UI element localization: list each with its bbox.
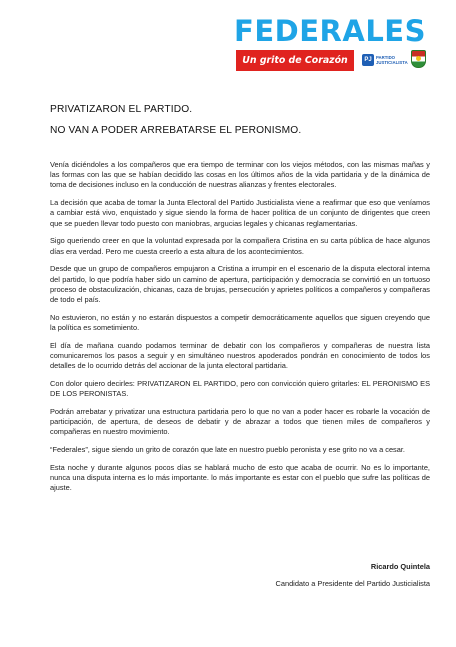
party-shield-icon: [411, 50, 426, 68]
paragraph: Sigo queriendo creer en que la voluntad expresada por la compañera Cristina en su carta pública de hace algunos días era verdad. Pero me cuesta creerlo a esta altura de los acontecimientos.: [50, 236, 430, 256]
letter-body: [50, 160, 430, 501]
headline-2: NO VAN A PODER ARREBATARSE EL PERONISMO.: [50, 125, 302, 136]
paragraph: Con dolor quiero decirles: PRIVATIZARON EL PARTIDO, pero con convicción quiero gritarles: EL PERONISMO ES DE LOS PERONISTAS.: [50, 379, 430, 399]
paragraph: No estuvieron, no están y no estarán dispuestos a competir democráticamente aquellos que siguen creyendo que la política es sometimiento.: [50, 312, 430, 333]
paragraph: Esta noche y durante algunos pocos días se hablará mucho de esto que acaba de ocurrir. No es lo importante, nunca una disputa interna es lo más importante. lo más importante es estar con el pueblo que sufre las políticas de ajuste.: [50, 463, 430, 493]
slogan-banner: [236, 50, 354, 71]
pj-line-2: JUSTICIALISTA: [376, 60, 408, 65]
pj-line-1: PARTIDO: [376, 55, 396, 60]
paragraph: “Federales”, sigue siendo un grito de corazón que late en nuestro pueblo peronista y ese grito no va a cesar.: [50, 445, 405, 455]
paragraph: El día de mañana cuando podamos terminar de debatir con los compañeros y compañeras de nuestra lista comunicaremos los pasos a seguir y en simultáneo nuestros apoderados pondrán en conocimiento de todos los detalles de lo ocurrido detrás del accionar de la junta electoral partidaria.: [50, 340, 430, 371]
brand-logo-text: FEDERALES: [234, 14, 426, 48]
paragraph: La decisión que acaba de tomar la Junta Electoral del Partido Justicialista viene a reafirmar que eso que veníamos a cambiar está vivo, enquistado y sigue siendo la forma de hacer política de un conjunto de dirigentes que creen que se pueden llevar todo puesto con maniobras, argucias legales y chicanas reglamentarias.: [50, 198, 430, 228]
signature-name: Ricardo Quintela: [370, 562, 430, 571]
signature-role: Candidato a Presidente del Partido Justicialista: [275, 579, 430, 588]
pj-logo: [362, 52, 408, 68]
letterhead: [226, 14, 426, 74]
pj-mark-icon: PJ: [362, 54, 374, 66]
paragraph: Venía diciéndoles a los compañeros que era tiempo de terminar con los viejos métodos, con las mismas mañas y las formas con las que se habían decidido las cosas en los últimos años de la vida partidaria y de la dinámica de toma de decisiones incluso en la conducción de nuestras alianzas y frentes electorales.: [50, 160, 430, 190]
paragraph: Podrán arrebatar y privatizar una estructura partidaria pero lo que no van a poder hacer es robarle la vocación de participación, de apertura, de deseos de debatir y de abrazar a todos que tienen miles de compañeros y compañeras en nuestro movimiento.: [50, 407, 430, 437]
headline-1: PRIVATIZARON EL PARTIDO.: [50, 104, 193, 115]
slogan-text: Un grito de Corazón: [242, 55, 348, 66]
paragraph: Desde que un grupo de compañeros empujaron a Cristina a irrumpir en el escenario de la disputa electoral interna del partido, lo que podría haber sido un camino de apertura, participación y democracia se convirtió en un tortuoso proceso de obstaculización, chicanas, caza de brujas, persecución y aprietes políticos a compañeros y compañeras de todo el país.: [50, 264, 430, 305]
